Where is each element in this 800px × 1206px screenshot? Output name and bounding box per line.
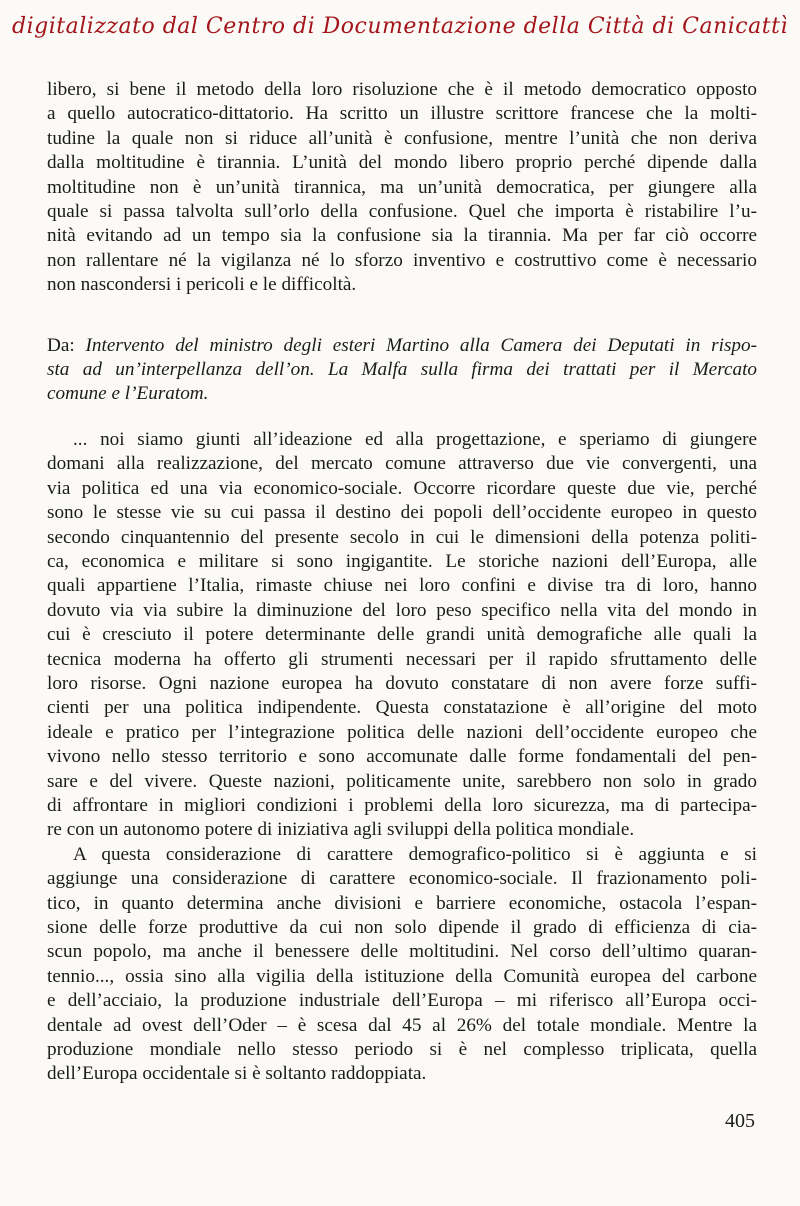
text-line: tico, in quanto determina anche divisioni e barriere economiche, ostacola l’espan- (47, 892, 757, 914)
text-line: dentale ad ovest dell’Oder – è scesa dal 45 al 26% del totale mondiale. Mentre la (47, 1014, 757, 1036)
source-title: Intervento del ministro degli esteri Martino alla Camera dei Deputati in rispo- (85, 334, 757, 356)
text-line: sare e del vivere. Queste nazioni, politicamente unite, sarebbero non solo in grado (47, 770, 757, 792)
text-line: secondo cinquantennio del presente secolo in cui le dimensioni della potenza politi- (47, 526, 757, 548)
text-line: tudine la quale non si riduce all’unità è confusione, mentre l’unità che non deriva (47, 127, 757, 149)
text-line: via politica ed una via economico-sociale. Occorre ricordare queste due vie, perché (47, 477, 757, 499)
text-line: quale si passa talvolta sull’orlo della confusione. Quel che importa è ristabilire l’u- (47, 201, 757, 223)
text-line: a quello autocratico-dittatorio. Ha scritto un illustre scrittore francese che la molti- (47, 103, 757, 125)
text-line: domani alla realizzazione, del mercato comune attraverso due vie convergenti, una (47, 453, 757, 475)
text-line: quali appartiene l’Italia, rimaste chiuse nei loro confini e divise tra di loro, hanno (47, 575, 757, 597)
text-line: cienti per una politica indipendente. Questa constatazione è all’origine del moto (47, 697, 757, 719)
text-line: cui è cresciuto il potere determinante delle grandi unità demografiche alle quali la (47, 624, 757, 646)
text-line: ca, economica e militare si sono ingigantite. Le storiche nazioni dell’Europa, alle (47, 550, 757, 572)
page-body (47, 78, 757, 1087)
text-line: dell’Europa occidentale si è soltanto raddoppiata. (47, 1063, 427, 1085)
text-line: ... noi siamo giunti all’ideazione ed alla progettazione, e speriamo di giungere (73, 428, 757, 450)
text-line: produzione mondiale nello stesso periodo si è nel complesso triplicata, quella (47, 1039, 757, 1061)
text-line: non rallentare né la vigilanza né lo sforzo inventivo e costruttivo come è necessario (47, 249, 757, 271)
text-line: tennio..., ossia sino alla vigilia della istituzione della Comunità europea del carbone (47, 965, 757, 987)
text-line: vivono nello stesso territorio e sono accomunate dalle forme fondamentali del pen- (47, 746, 757, 768)
text-line: scun popolo, ma anche il benessere delle moltitudini. Nel corso dell’ultimo quaran- (47, 941, 757, 963)
source-citation (47, 334, 757, 407)
text-line: sione delle forze produttive da cui non solo dipende il grado di efficienza di cia- (47, 917, 757, 938)
text-line: dalla moltitudine è tirannia. L’unità del mondo libero proprio perché dipende dalla (47, 152, 757, 174)
text-line: di affrontare in migliori condizioni i problemi della loro sicurezza, ma di partecipa- (47, 794, 757, 816)
text-line: aggiunge una considerazione di carattere economico-sociale. Il frazionamento poli- (47, 868, 757, 890)
text-line: tecnica moderna ha offerto gli strumenti necessari per il rapido sfruttamento delle (47, 648, 757, 670)
text-line: dovuto via via subire la diminuzione del loro peso specifico nella vita del mondo in (47, 599, 757, 621)
page-number: 405 (725, 1110, 755, 1132)
source-prefix: Da: (47, 334, 86, 356)
text-line: moltitudine non è un’unità tirannica, ma un’unità democratica, per giungere alla (47, 176, 757, 198)
paragraph-speech (47, 428, 757, 843)
text-line: comune e l’Euratom. (47, 383, 209, 405)
text-line (47, 334, 757, 358)
text-line: sono le stesse vie su cui passa il destino dei popoli dell’occidente europeo in questo (47, 502, 757, 524)
text-line: libero, si bene il metodo della loro risoluzione che è il metodo democratico opposto (47, 79, 757, 100)
text-line: ideale e pratico per l’integrazione politica delle nazioni dell’occidente europeo che (47, 721, 757, 743)
text-line: nità evitando ad un tempo sia la confusione sia la tirannia. Ma per far ciò occorre (47, 225, 757, 247)
text-line: re con un autonomo potere di iniziativa agli sviluppi della politica mondiale. (47, 819, 635, 841)
text-line: e dell’acciaio, la produzione industriale dell’Europa – mi riferisco all’Europa occi- (47, 990, 757, 1012)
text-line: loro risorse. Ogni nazione europea ha dovuto constatare di non avere forze suffi- (47, 672, 757, 694)
digitization-watermark: digitalizzato dal Centro di Documentazione della Città di Canicattì (12, 14, 788, 39)
text-line: non nascondersi i pericoli e le difficoltà. (47, 274, 357, 296)
text-line: sta ad un’interpellanza dell’on. La Malfa sulla firma dei trattati per il Mercato (47, 359, 757, 381)
text-line: A questa considerazione di carattere demografico-politico si è aggiunta e si (73, 843, 757, 865)
paragraph-economic (47, 843, 757, 1087)
paragraph-continuation (47, 78, 757, 298)
